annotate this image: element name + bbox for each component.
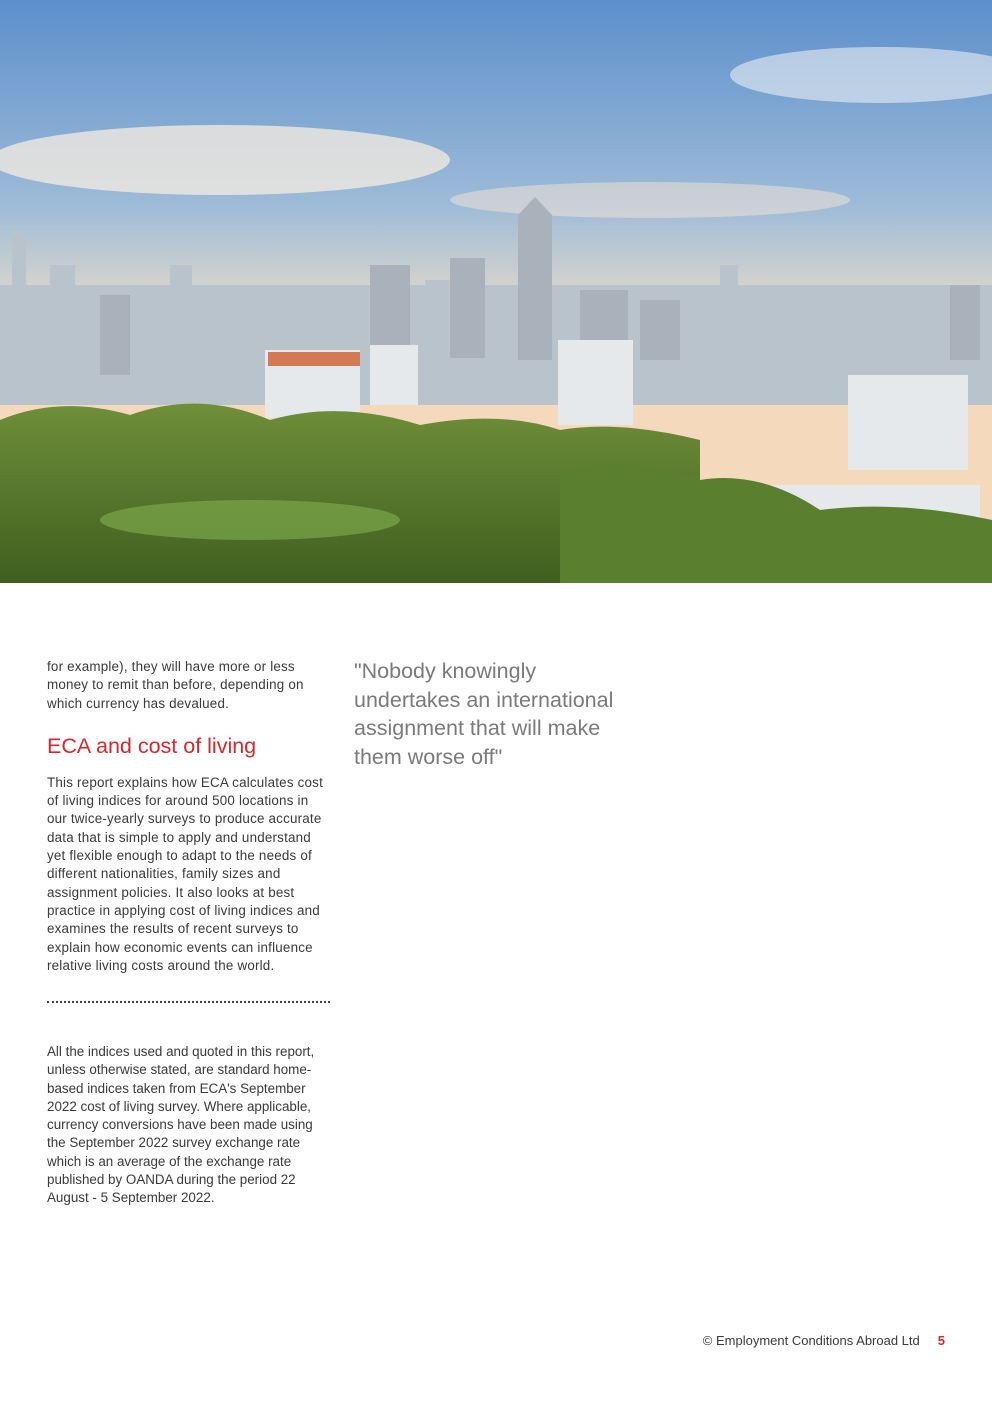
dotted-divider: [47, 1001, 330, 1003]
pull-quote: "Nobody knowingly undertakes an international assignment that will make them worse off": [354, 659, 614, 769]
hero-photo: [0, 0, 992, 583]
page-number: 5: [937, 1333, 945, 1348]
section-heading: ECA and cost of living: [47, 733, 257, 758]
intro-continuation: for example), they will have more or less money to remit than before, depending on which currency has devalued.: [47, 659, 304, 711]
section-body: This report explains how ECA calculates cost of living indices for around 500 locations in our twice-yearly surveys to produce accurate data that is simple to apply and understand yet flexible enough to adapt to the needs of different nationalities, family sizes and assignment policies. It also looks at best practice in applying cost of living indices and examines the results of recent surveys to explain how economic events can influence relative living costs around the world.: [47, 774, 323, 973]
page-footer: [703, 1333, 945, 1348]
copyright-text: © Employment Conditions Abroad Ltd: [702, 1333, 920, 1348]
city-skyline-image: [0, 0, 992, 583]
methodology-note: All the indices used and quoted in this report, unless otherwise stated, are standard home-based indices taken from ECA's September 2022 cost of living survey. Where applicable, currency conversions have been made using the September 2022 survey exchange rate which is an average of the exchange rate published by OANDA during the period 22 August - 5 September 2022.: [47, 1044, 315, 1206]
left-column: [47, 658, 330, 1003]
